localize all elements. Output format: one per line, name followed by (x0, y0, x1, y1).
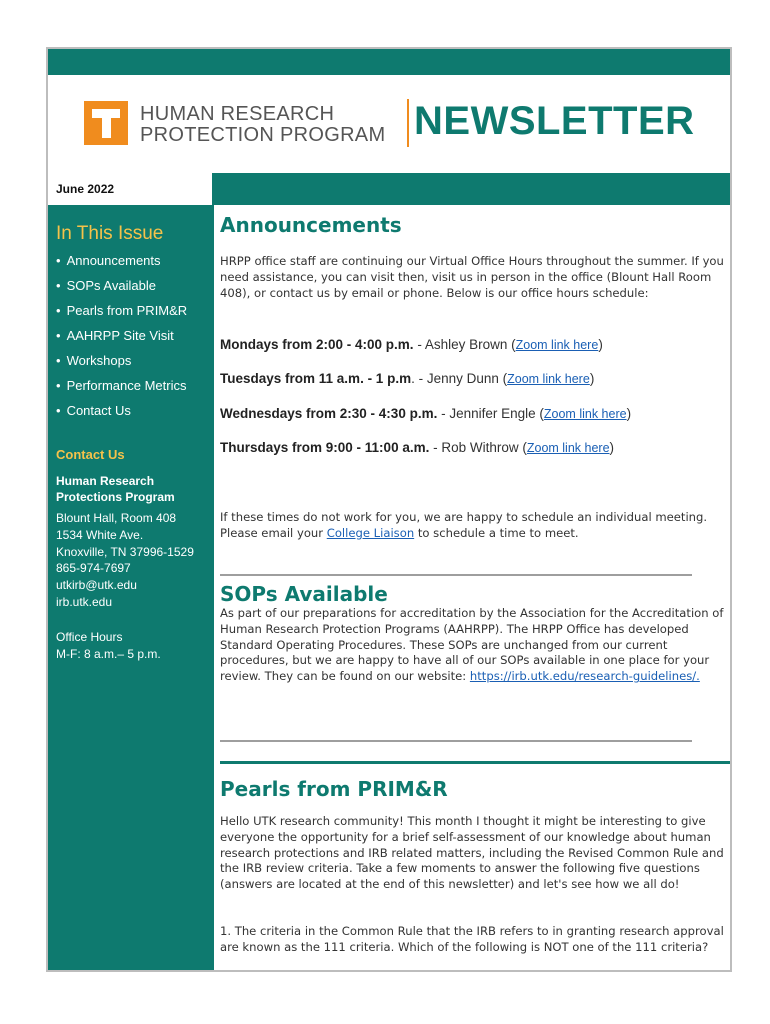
org-name (56, 473, 206, 505)
issue-date: June 2022 (56, 182, 115, 196)
newsletter-title: NEWSLETTER (414, 99, 695, 143)
schedule-sep: - (429, 440, 442, 455)
section-divider (220, 740, 692, 742)
schedule-person: Jennifer Engle ( (449, 406, 544, 421)
newsletter-header (48, 75, 730, 173)
section-rule (220, 761, 732, 764)
phone-number: 865-974-7697 (56, 561, 131, 576)
address-line: Blount Hall, Room 408 (56, 511, 177, 525)
schedule-row (220, 371, 594, 386)
toc-item-sops[interactable]: • SOPs Available (56, 273, 187, 298)
toc-item-metrics[interactable]: • Performance Metrics (56, 373, 187, 398)
contact-heading: Contact Us (56, 447, 125, 462)
research-guidelines-link[interactable]: https://irb.utk.edu/research-guidelines/. (469, 669, 700, 684)
contact-address (56, 510, 194, 611)
address-line: Knoxville, TN 37996-1529 (56, 544, 194, 559)
toc-item-announcements[interactable]: • Announcements (56, 248, 187, 273)
pearls-body: Hello UTK research community! This month I thought it might be interesting to give everyone the opportunity for a brief self-assessment of our knowledge about human research protections and IRB related matters, including the Revised Common Rule and the IRB review criteria. Take a few moments to answer the following five questions (answers are located at the end of this newsletter) and let's see how we all do! (220, 814, 724, 892)
program-name (140, 104, 385, 146)
program-line-1: HUMAN RESEARCH (140, 103, 335, 125)
program-line-2: PROTECTION PROGRAM (140, 124, 386, 146)
date-cell (48, 173, 214, 205)
sidebar (48, 205, 214, 972)
schedule-time: Tuesdays from 11 a.m. - 1 p.m (220, 371, 412, 386)
address-line: 1534 White Ave. (56, 527, 144, 542)
toc-item-contact[interactable]: • Contact Us (56, 398, 187, 423)
sops-heading: SOPs Available (220, 582, 388, 606)
followup-text: If these times do not work for you, we are happy to schedule an individual meeting. Please email your (220, 510, 708, 540)
schedule-time: Mondays from 2:00 - 4:00 p.m. (220, 337, 414, 352)
header-divider (407, 99, 409, 147)
schedule-close: ) (609, 440, 615, 455)
toc-item-pearls[interactable]: • Pearls from PRIM&R (56, 298, 187, 323)
schedule-row (220, 337, 603, 352)
schedule-row (220, 406, 631, 421)
sidebar-title: In This Issue (56, 223, 164, 244)
zoom-link[interactable]: Zoom link here (507, 372, 590, 386)
schedule-sep: - (413, 337, 425, 352)
zoom-link[interactable]: Zoom link here (515, 338, 599, 352)
followup-text-end: to schedule a time to meet. (414, 525, 579, 540)
schedule-row (220, 440, 614, 455)
announcements-intro: HRPP office staff are continuing our Virtual Office Hours throughout the summer. If you need assistance, you can visit then, visit us in person in the office (Blount Hall Room 408), or contact us by email or phone. Below is our office hours schedule: (220, 254, 724, 300)
announcements-heading: Announcements (220, 213, 402, 237)
table-of-contents (56, 248, 187, 423)
college-liaison-link[interactable]: College Liaison (326, 525, 415, 540)
schedule-close: ) (598, 337, 603, 352)
newsletter-frame (46, 47, 732, 972)
schedule-time: Thursdays from 9:00 - 11:00 a.m. (220, 440, 430, 455)
office-hours (56, 629, 161, 663)
office-hours-value: M-F: 8 a.m.– 5 p.m. (56, 646, 161, 661)
top-banner (48, 49, 730, 75)
schedule-close: ) (626, 406, 632, 421)
schedule-sep: - (437, 406, 450, 421)
org-line-1: Human Research (56, 474, 155, 488)
schedule-person: Rob Withrow ( (441, 440, 527, 455)
followup-paragraph (220, 510, 728, 542)
main-content (220, 205, 730, 972)
schedule-close: ) (589, 371, 595, 386)
section-divider (220, 574, 692, 576)
ut-logo-icon (84, 101, 128, 145)
toc-item-aahrpp[interactable]: • AAHRPP Site Visit (56, 323, 187, 348)
pearls-heading: Pearls from PRIM&R (220, 777, 448, 801)
schedule-sep: . - (411, 371, 427, 386)
schedule-person: Jenny Dunn ( (426, 371, 508, 386)
zoom-link[interactable]: Zoom link here (526, 441, 610, 455)
org-line-2: Protections Program (56, 490, 175, 504)
pearls-question-1: 1. The criteria in the Common Rule that the IRB refers to in granting research approval are known as the 111 criteria. Which of the following is NOT one of the 111 criteria? (220, 924, 724, 954)
office-hours-label: Office Hours (56, 630, 123, 644)
website-link[interactable]: irb.utk.edu (56, 594, 113, 609)
date-bar (48, 173, 730, 205)
schedule-person: Ashley Brown ( (424, 337, 516, 352)
zoom-link[interactable]: Zoom link here (543, 407, 627, 421)
email-link[interactable]: utkirb@utk.edu (56, 578, 137, 593)
sops-text: As part of our preparations for accreditation by the Association for the Accreditation of Human Research Protection Programs (AAHRPP). The HRPP Office has developed Standard Operating Procedures. These SOPs are unchanged from our current procedures, but we are happy to have all of our SOPs available in one place for your review. They can be found on our website: (220, 606, 724, 684)
sops-body (220, 606, 728, 685)
toc-item-workshops[interactable]: • Workshops (56, 348, 187, 373)
schedule-time: Wednesdays from 2:30 - 4:30 p.m. (220, 406, 438, 421)
